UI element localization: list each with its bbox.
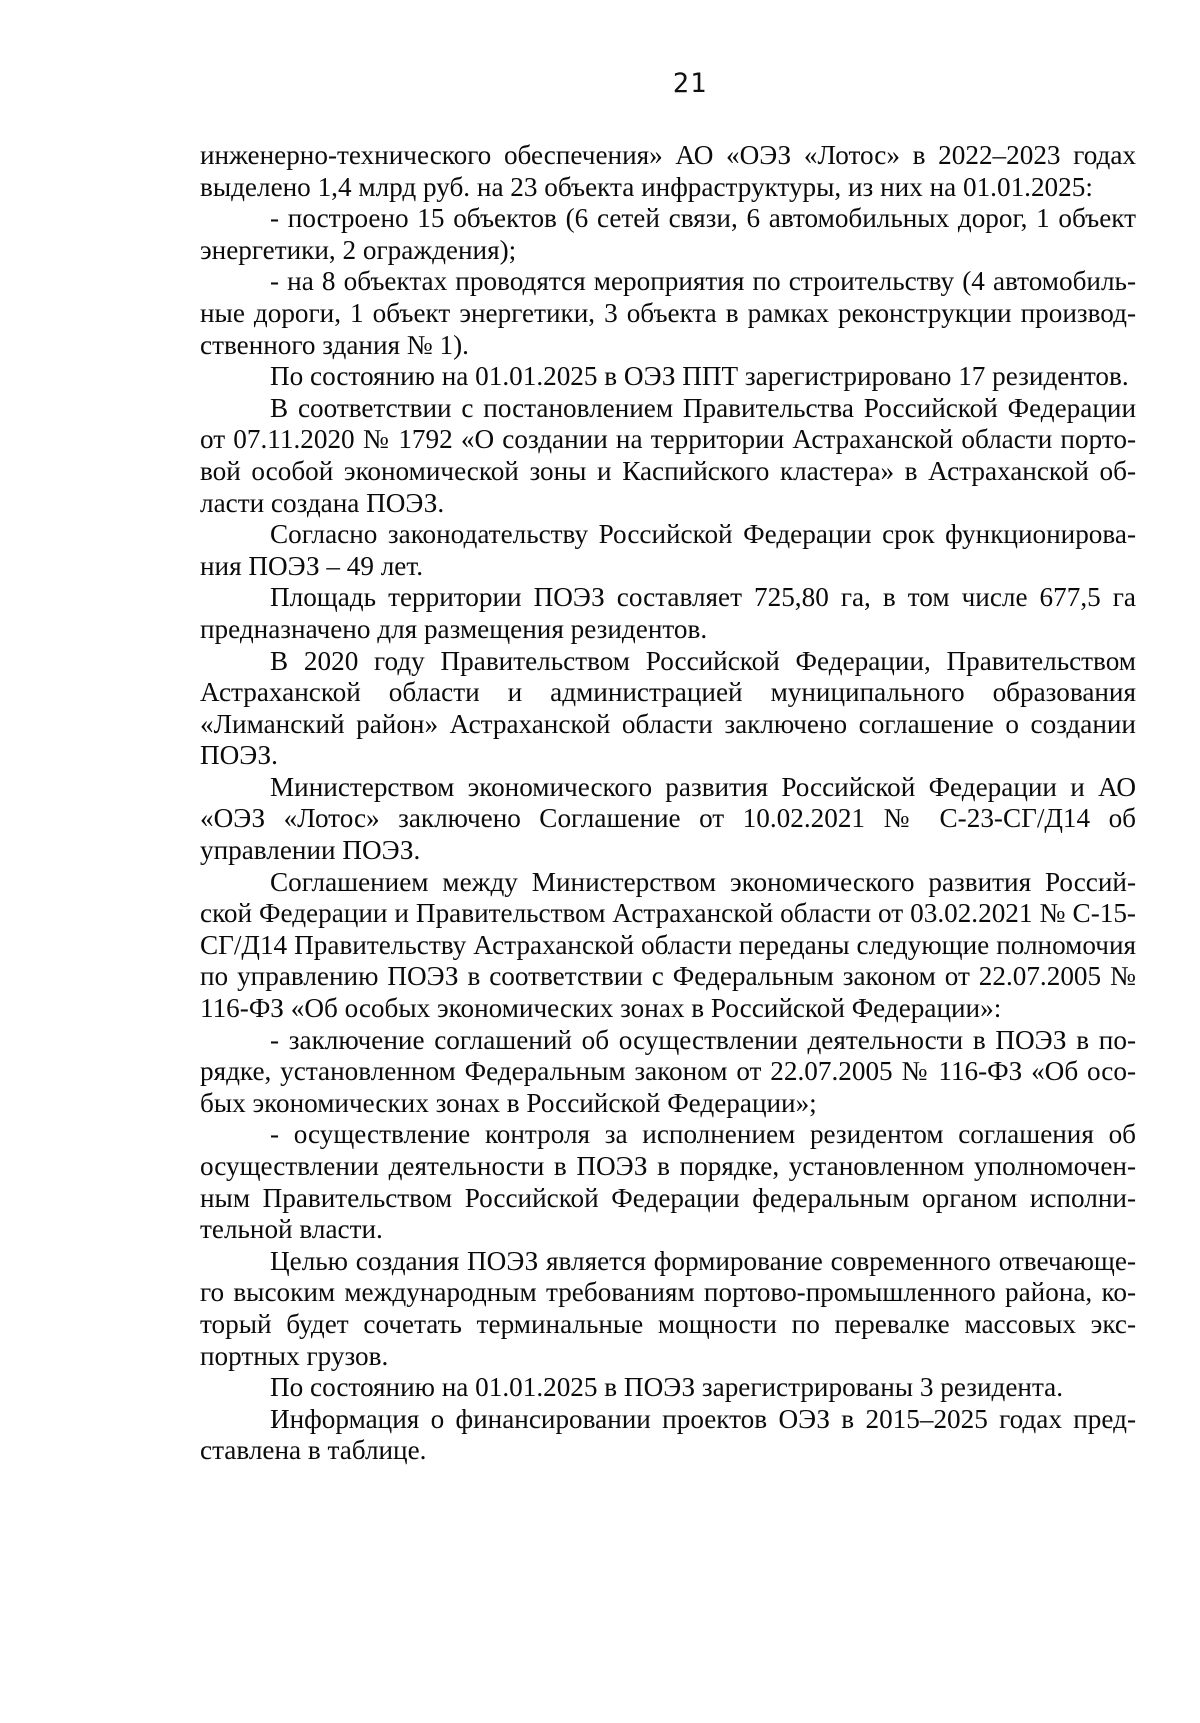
paragraph-management-agreement: Министерством экономического развития Российской Федерации и АО «ОЭЗ «Лотос» заключено Соглашение от 10.02.2021 № С-23-СГ/Д14 об управлении ПОЭЗ. bbox=[200, 771, 1136, 866]
paragraph-ppt-residents: По состоянию на 01.01.2025 в ОЭЗ ППТ зарегистрировано 17 резидентов. bbox=[270, 361, 1129, 392]
paragraph-infrastructure-funding: инженерно-технического обеспечения» АО «ОЭЗ «Лотос» в 2022–2023 годах выделено 1,4 млрд руб. на 23 объекта инфраструктуры, из них на 01.01.2025: bbox=[200, 140, 1136, 202]
paragraph-creation-agreement: В 2020 году Правительством Российской Федерации, Правительством Астраханской области и администрацией муниципального образования «Лиманский район» Астраханской области заключено соглашение о создании ПОЭЗ. bbox=[200, 645, 1136, 771]
paragraph-financing-info: Информация о финансировании проектов ОЭЗ в 2015–2025 годах представлена в таблице. bbox=[200, 1403, 1136, 1466]
paragraph-power-control: - осуществление контроля за исполнением резидентом соглашения об осуществлении деятельности в ПОЭЗ в порядке, установленном уполномоченным Правительством Российской Федерации федеральным органом исполнительной власти. bbox=[200, 1119, 1136, 1245]
paragraph-power-agreements: - заключение соглашений об осуществлении деятельности в ПОЭЗ в порядке, установленном Федеральным законом от 22.07.2005 № 116-ФЗ «Об особых экономических зонах в Российской Федерации»; bbox=[200, 1024, 1136, 1118]
paragraph-powers-transfer: Соглашением между Министерством экономического развития Российской Федерации и Правительством Астраханской области от 03.02.2021 № С-15-СГ/Д14 Правительству Астраханской области переданы следующие полномочия по управлению ПОЭЗ в соответствии с Федеральным законом от 22.07.2005 № 116-ФЗ «Об особых экономических зонах в Российской Федерации»: bbox=[200, 866, 1136, 1024]
paragraph-objects-in-progress: - на 8 объектах проводятся мероприятия по строительству (4 автомобильные дороги, 1 объект энергетики, 3 объекта в рамках реконструкции производственного здания № 1). bbox=[200, 266, 1136, 360]
paragraph-poez-goal: Целью создания ПОЭЗ является формирование современного отвечающего высоким международным требованиям портово-промышленного района, который будет сочетать терминальные мощности по перевалке массовых экспортных грузов. bbox=[200, 1245, 1136, 1371]
paragraph-poez-creation: В соответствии с постановлением Правительства Российской Федерации от 07.11.2020 № 1792 «О создании на территории Астраханской области портовой особой экономической зоны и Каспийского кластера» в Астраханской области создана ПОЭЗ. bbox=[200, 392, 1136, 518]
paragraph-poez-residents: По состоянию на 01.01.2025 в ПОЭЗ зарегистрированы 3 резидента. bbox=[270, 1372, 1064, 1403]
page-number: 21 bbox=[672, 68, 708, 99]
paragraph-poez-area: Площадь территории ПОЭЗ составляет 725,80 га, в том числе 677,5 га предназначено для размещения резидентов. bbox=[200, 582, 1136, 644]
document-body bbox=[200, 140, 1136, 1467]
paragraph-built-objects: - построено 15 объектов (6 сетей связи, 6 автомобильных дорог, 1 объект энергетики, 2 ограждения); bbox=[200, 203, 1136, 265]
paragraph-poez-term: Согласно законодательству Российской Федерации срок функционирования ПОЭЗ – 49 лет. bbox=[200, 519, 1136, 581]
